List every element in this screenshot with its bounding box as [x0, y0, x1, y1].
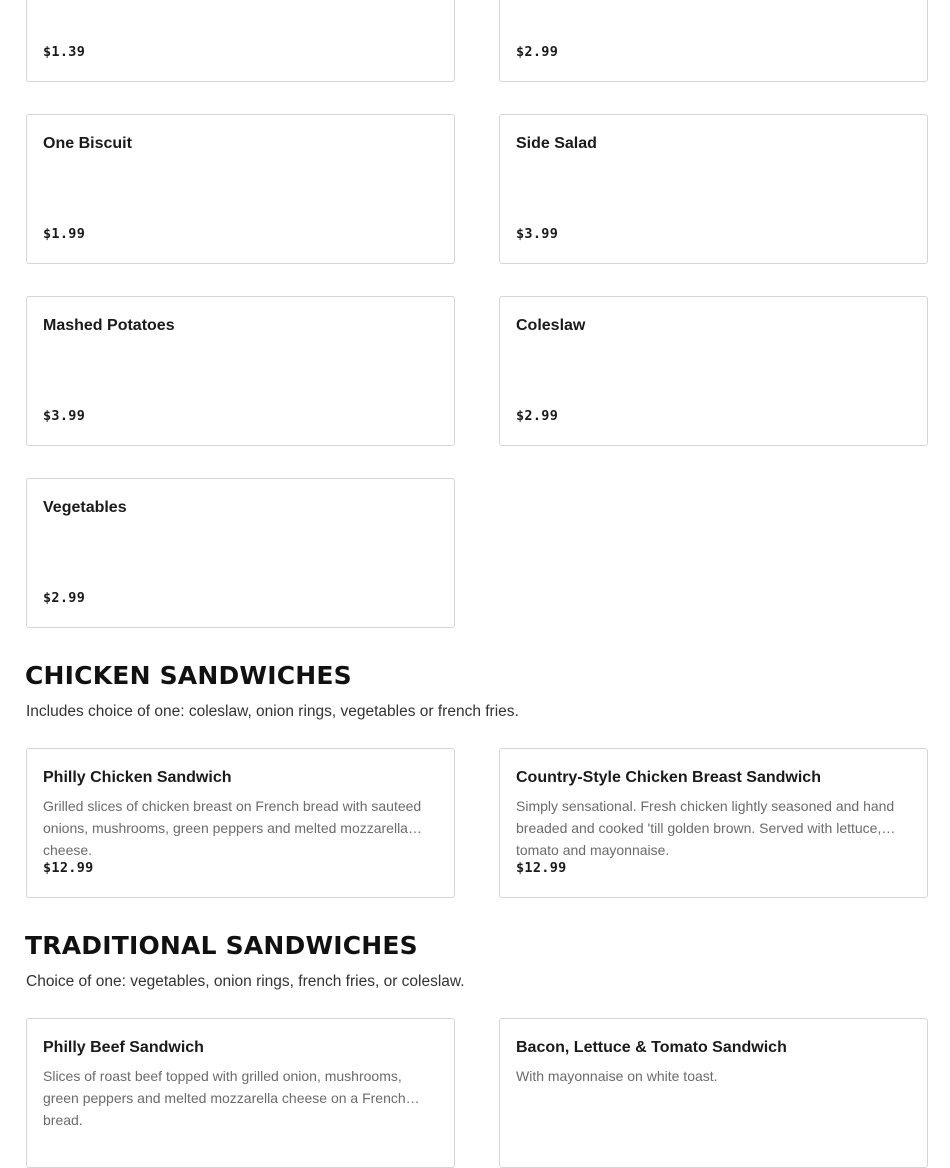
menu-item-price: $1.39 — [43, 44, 86, 60]
menu-item-name: Mashed Potatoes — [43, 317, 175, 334]
menu-item-card[interactable] — [499, 748, 928, 898]
menu-item-price: $3.99 — [43, 408, 86, 424]
section-subtitle-chicken-sandwiches: Includes choice of one: coleslaw, onion rings, vegetables or french fries. — [26, 703, 519, 720]
menu-item-card[interactable] — [26, 748, 455, 898]
menu-item-price: $12.99 — [516, 860, 567, 876]
section-title-traditional-sandwiches: TRADITIONAL SANDWICHES — [25, 931, 418, 960]
section-title-chicken-sandwiches: CHICKEN SANDWICHES — [25, 661, 352, 690]
menu-item-name: Coleslaw — [516, 317, 586, 334]
section-subtitle-traditional-sandwiches: Choice of one: vegetables, onion rings, french fries, or coleslaw. — [26, 973, 465, 990]
menu-item-card[interactable] — [26, 0, 455, 82]
menu-item-name: Bacon, Lettuce & Tomato Sandwich — [516, 1039, 787, 1056]
menu-item-card[interactable] — [26, 1018, 455, 1168]
menu-item-card[interactable] — [26, 296, 455, 446]
menu-item-name: Vegetables — [43, 499, 127, 516]
menu-item-card[interactable] — [499, 114, 928, 264]
menu-item-price: $1.99 — [43, 226, 86, 242]
menu-item-price: $2.99 — [516, 408, 559, 424]
menu-item-card[interactable] — [499, 0, 928, 82]
menu-item-card[interactable] — [499, 1018, 928, 1168]
menu-item-price: $12.99 — [43, 860, 94, 876]
menu-item-price: $2.99 — [516, 44, 559, 60]
menu-item-name: Philly Chicken Sandwich — [43, 769, 232, 786]
menu-item-card[interactable] — [26, 478, 455, 628]
menu-item-card[interactable] — [26, 114, 455, 264]
menu-item-description: With mayonnaise on white toast. — [516, 1068, 718, 1084]
menu-item-description: Simply sensational. Fresh chicken lightly seasoned and hand breaded and cooked 'till golden brown. Served with lettuce, tomato and mayonnaise. — [516, 798, 895, 858]
menu-item-price: $2.99 — [43, 590, 86, 606]
menu-item-name: One Biscuit — [43, 135, 132, 152]
menu-item-card[interactable] — [499, 296, 928, 446]
menu-item-description: Grilled slices of chicken breast on French bread with sauteed onions, mushrooms, green peppers and melted mozzarella cheese. — [43, 798, 422, 858]
menu-item-price: $3.99 — [516, 226, 559, 242]
menu-item-description: Slices of roast beef topped with grilled onion, mushrooms, green peppers and melted mozzarella cheese on a French bread. — [43, 1068, 406, 1128]
menu-item-name: Country-Style Chicken Breast Sandwich — [516, 769, 821, 786]
menu-item-name: Philly Beef Sandwich — [43, 1039, 204, 1056]
menu-item-name: Side Salad — [516, 135, 597, 152]
